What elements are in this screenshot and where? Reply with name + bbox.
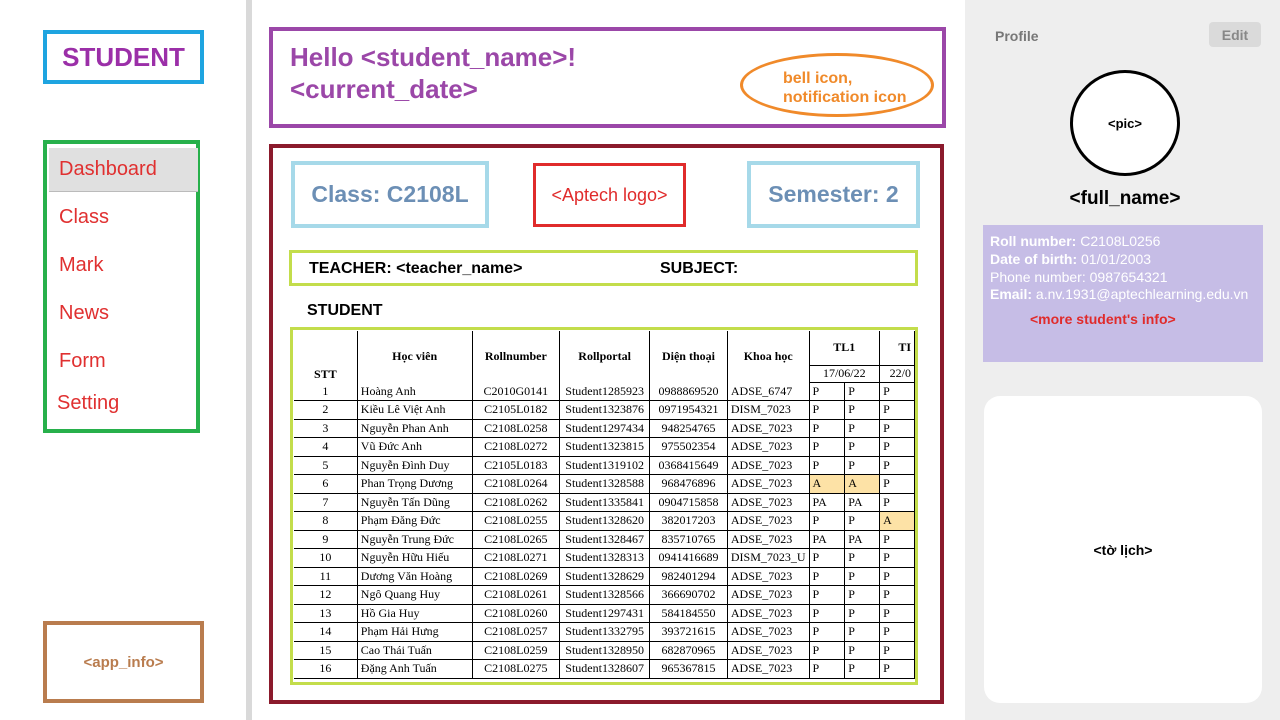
table-cell: 9 [294,530,357,549]
more-info-link[interactable]: <more student's info> [1030,311,1176,327]
profile-title: Profile [995,28,1039,44]
roster-body [294,382,915,678]
table-cell: P [845,567,880,586]
table-cell: Student1323815 [560,438,650,457]
email-value: a.nv.1931@aptechlearning.edu.vn [1035,286,1249,302]
table-row [294,438,915,457]
table-cell: DISM_7023_U [727,549,809,568]
table-cell: 366690702 [650,586,728,605]
table-cell: ADSE_7023 [727,512,809,531]
table-row [294,382,915,401]
table-cell: P [845,401,880,420]
table-cell: Ngô Quang Huy [357,586,472,605]
aptech-logo: <Aptech logo> [533,163,686,227]
table-row [294,419,915,438]
table-cell: P [809,456,845,475]
date-tl1: 17/06/22 [809,365,880,382]
table-cell: C2108L0257 [472,623,560,642]
table-cell: 382017203 [650,512,728,531]
table-row [294,493,915,512]
nav-item-setting[interactable]: Setting [57,392,120,414]
table-cell: Student1328629 [560,567,650,586]
class-label: Class: C2108L [291,161,489,228]
table-cell: 4 [294,438,357,457]
dob-label: Date of birth: [990,251,1078,267]
table-cell: ADSE_7023 [727,493,809,512]
table-cell: P [845,419,880,438]
table-cell: 12 [294,586,357,605]
table-cell: Student1285923 [560,382,650,401]
dob-value: 01/01/2003 [1081,251,1152,267]
table-cell: A [880,512,915,531]
table-cell: C2108L0259 [472,641,560,660]
col-hoc-vien: Học viên [357,331,472,382]
table-cell: Student1323876 [560,401,650,420]
table-cell: 15 [294,641,357,660]
table-cell: P [809,641,845,660]
table-cell: C2108L0255 [472,512,560,531]
table-cell: P [880,475,915,494]
table-cell: ADSE_7023 [727,438,809,457]
col-rollnumber: Rollnumber [472,331,560,382]
table-cell: Hồ Gia Huy [357,604,472,623]
table-cell: P [880,382,915,401]
date-tl2: 22/0 [880,365,915,382]
table-cell: ADSE_7023 [727,530,809,549]
subject-label: SUBJECT: [660,260,739,277]
table-cell: C2108L0264 [472,475,560,494]
table-cell: C2108L0258 [472,419,560,438]
table-cell: Nguyễn Đình Duy [357,456,472,475]
table-cell: ADSE_7023 [727,586,809,605]
table-cell: 2 [294,401,357,420]
calendar-widget[interactable]: <tờ lịch> [984,396,1262,703]
nav-item-news[interactable]: News [59,302,110,324]
table-row [294,512,915,531]
table-row [294,456,915,475]
table-cell: P [809,623,845,642]
table-cell: Phan Trọng Dương [357,475,472,494]
header [269,27,946,128]
table-cell: 5 [294,456,357,475]
table-cell: 0368415649 [650,456,728,475]
table-cell: Student1297431 [560,604,650,623]
table-cell: ADSE_6747 [727,382,809,401]
table-cell: Cao Thái Tuấn [357,641,472,660]
table-cell: C2105L0182 [472,401,560,420]
current-date: <current_date> [290,74,478,104]
table-cell: C2108L0269 [472,567,560,586]
table-row [294,401,915,420]
table-cell: ADSE_7023 [727,641,809,660]
nav-item-form[interactable]: Form [59,350,106,372]
table-cell: ADSE_7023 [727,567,809,586]
table-cell: P [845,586,880,605]
roll-number-label: Roll number: [990,233,1077,249]
table-cell: P [809,401,845,420]
table-cell: C2108L0272 [472,438,560,457]
table-cell: P [880,549,915,568]
table-cell: 7 [294,493,357,512]
table-row [294,475,915,494]
table-cell: 6 [294,475,357,494]
table-cell: A [845,475,880,494]
table-cell: P [880,493,915,512]
table-cell: P [880,456,915,475]
col-tl2: TI [880,331,915,365]
table-cell: P [845,604,880,623]
student-info-card [983,225,1263,362]
bell-icon[interactable] [740,53,934,117]
table-cell: C2108L0271 [472,549,560,568]
table-cell: P [809,438,845,457]
phone-row: Phone number: 0987654321 [990,269,1168,285]
student-roster [290,327,918,685]
teacher-subject-bar [289,250,918,286]
table-cell: 8 [294,512,357,531]
nav-item-class[interactable]: Class [59,206,110,228]
col-khoa-hoc: Khoa học [727,331,809,382]
table-cell: 10 [294,549,357,568]
table-cell: P [809,512,845,531]
table-cell: P [880,660,915,679]
table-cell: Student1328566 [560,586,650,605]
bell-label-line1: bell icon, [783,70,853,87]
table-cell: ADSE_7023 [727,419,809,438]
teacher-name: TEACHER: <teacher_name> [309,260,523,277]
table-cell: Hoàng Anh [357,382,472,401]
table-cell: PA [845,530,880,549]
table-cell: Student1335841 [560,493,650,512]
app-info [43,621,204,703]
app-info-text: <app_info> [83,653,164,671]
table-cell: A [809,475,845,494]
table-cell: P [880,641,915,660]
sidebar-nav [43,140,200,433]
table-cell: Student1319102 [560,456,650,475]
roster-header-row [294,331,915,365]
email-label: Email: [990,286,1033,302]
table-cell: Student1328950 [560,641,650,660]
table-cell: 3 [294,419,357,438]
edit-profile-button[interactable]: Edit [1209,22,1261,47]
table-cell: ADSE_7023 [727,604,809,623]
roll-number-value: C2108L0256 [1080,233,1161,249]
roster-table [294,331,915,679]
avatar[interactable]: <pic> [1070,70,1180,176]
table-cell: Đặng Anh Tuấn [357,660,472,679]
table-cell: P [880,586,915,605]
table-cell: 16 [294,660,357,679]
table-row [294,641,915,660]
table-cell: P [845,641,880,660]
bell-label-line2: notification icon [783,89,907,106]
col-tl1: TL1 [809,331,880,365]
email-row [990,286,1248,302]
greeting: Hello <student_name>! [290,42,577,72]
table-cell: 584184550 [650,604,728,623]
table-cell: ADSE_7023 [727,660,809,679]
table-cell: 682870965 [650,641,728,660]
table-cell: 11 [294,567,357,586]
table-cell: P [880,567,915,586]
table-cell: ADSE_7023 [727,456,809,475]
table-cell: Student1328620 [560,512,650,531]
dob-row [990,251,1151,267]
table-cell: PA [845,493,880,512]
sidebar-divider [246,0,252,720]
table-cell: P [880,419,915,438]
table-cell: P [809,567,845,586]
table-cell: Nguyễn Tấn Dũng [357,493,472,512]
student-heading: STUDENT [307,302,383,319]
table-cell: P [809,419,845,438]
table-cell: 14 [294,623,357,642]
table-cell: Nguyễn Phan Anh [357,419,472,438]
table-cell: ADSE_7023 [727,623,809,642]
table-cell: 965367815 [650,660,728,679]
table-cell: Vũ Đức Anh [357,438,472,457]
table-row [294,549,915,568]
col-stt: STT [294,331,357,382]
table-cell: Dương Văn Hoàng [357,567,472,586]
table-cell: Phạm Hải Hưng [357,623,472,642]
table-cell: 1 [294,382,357,401]
table-cell: PA [809,493,845,512]
table-cell: P [880,438,915,457]
table-cell: 0971954321 [650,401,728,420]
app-logo-text: STUDENT [62,41,185,72]
table-cell: P [845,660,880,679]
table-row [294,623,915,642]
table-cell: 0988869520 [650,382,728,401]
table-cell: Student1328607 [560,660,650,679]
table-cell: P [809,549,845,568]
table-cell: 968476896 [650,475,728,494]
table-cell: P [845,623,880,642]
table-cell: DISM_7023 [727,401,809,420]
table-cell: Student1332795 [560,623,650,642]
table-cell: P [880,604,915,623]
nav-item-mark[interactable]: Mark [59,254,104,276]
table-cell: Nguyễn Hữu Hiếu [357,549,472,568]
table-cell: P [880,530,915,549]
table-cell: Student1328467 [560,530,650,549]
table-cell: 975502354 [650,438,728,457]
table-cell: P [809,660,845,679]
table-cell: 835710765 [650,530,728,549]
table-cell: 393721615 [650,623,728,642]
nav-item-dashboard[interactable]: Dashboard [59,158,157,180]
table-row [294,660,915,679]
table-cell: P [809,586,845,605]
semester-label: Semester: 2 [747,161,920,228]
col-dien-thoai: Diện thoại [650,331,728,382]
app-logo[interactable] [43,30,204,84]
table-cell: Kiều Lê Việt Anh [357,401,472,420]
table-cell: C2108L0260 [472,604,560,623]
table-cell: C2108L0265 [472,530,560,549]
table-cell: PA [809,530,845,549]
table-cell: Phạm Đăng Đức [357,512,472,531]
table-row [294,586,915,605]
table-cell: P [880,401,915,420]
table-cell: Student1297434 [560,419,650,438]
table-cell: 0904715858 [650,493,728,512]
table-cell: P [845,512,880,531]
table-cell: ADSE_7023 [727,475,809,494]
table-cell: 13 [294,604,357,623]
table-cell: P [845,456,880,475]
table-cell: 948254765 [650,419,728,438]
table-cell: Student1328588 [560,475,650,494]
table-cell: P [809,382,845,401]
col-rollportal: Rollportal [560,331,650,382]
table-cell: C2108L0262 [472,493,560,512]
table-cell: 982401294 [650,567,728,586]
table-cell: C2108L0261 [472,586,560,605]
roll-number-row [990,233,1160,249]
table-cell: P [880,623,915,642]
table-row [294,604,915,623]
table-cell: C2105L0183 [472,456,560,475]
table-cell: P [845,438,880,457]
table-cell: P [809,604,845,623]
table-cell: 0941416689 [650,549,728,568]
table-cell: C2108L0275 [472,660,560,679]
table-row [294,530,915,549]
table-cell: Student1328313 [560,549,650,568]
table-cell: P [845,382,880,401]
table-row [294,567,915,586]
full-name: <full_name> [1069,188,1181,209]
table-cell: Nguyễn Trung Đức [357,530,472,549]
table-cell: P [845,549,880,568]
table-cell: C2010G0141 [472,382,560,401]
